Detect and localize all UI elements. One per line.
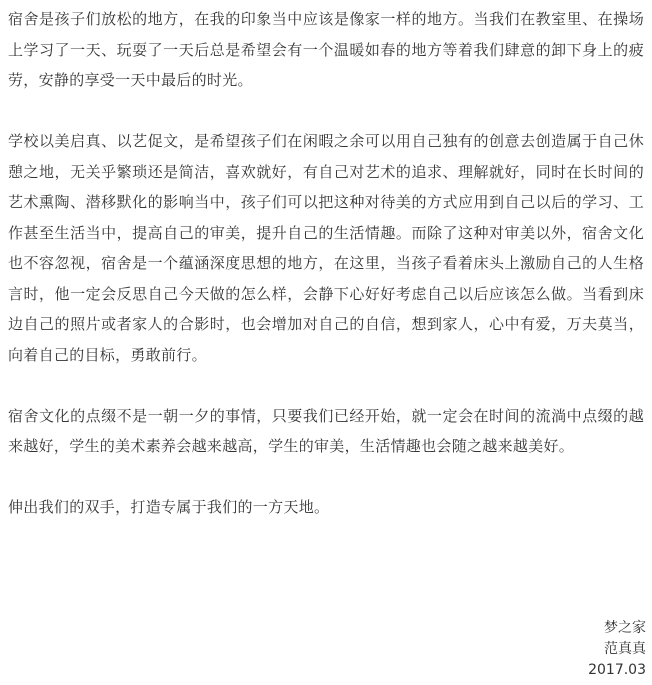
paragraph-gap <box>8 96 644 127</box>
paragraph-4: 伸出我们的双手，打造专属于我们的一方天地。 <box>8 498 330 516</box>
paragraph-gap <box>8 462 644 493</box>
signature-block <box>588 618 646 681</box>
signature-author: 范真真 <box>604 641 646 657</box>
signature-group: 梦之家 <box>604 620 646 636</box>
signature-date: 2017.03 <box>588 662 646 678</box>
paragraph-3: 宿舍文化的点缀不是一朝一夕的事情，只要我们已经开始，就一定会在时间的流淌中点缀的越来越好，学生的美术素养会越来越高，学生的审美，生活情趣也会随之越来越美好。 <box>8 406 644 455</box>
paragraph-2: 学校以美启真、以艺促文，是希望孩子们在闲暇之余可以用自己独有的创意去创造属于自己休憩之地，无关乎繁琐还是简洁，喜欢就好，有自己对艺术的追求、理解就好，同时在长时间的艺术熏陶、潜移默化的影响当中，孩子们可以把这种对待美的方式应用到自己以后的学习、工作甚至生活当中，提高自己的审美，提升自己的生活情趣。而除了这种对审美以外，宿舍文化也不容忽视，宿舍是一个蕴涵深度思想的地方，在这里，当孩子看着床头上激励自己的人生格言时，他一定会反思自己今天做的怎么样，会静下心好好考虑自己以后应该怎么做。当看到床边自己的照片或者家人的合影时，也会增加对自己的自信，想到家人，心中有爱，万夫莫当，向着自己的目标，勇敢前行。 <box>8 132 644 364</box>
paragraph-gap <box>8 370 644 401</box>
paragraph-1: 宿舍是孩子们放松的地方，在我的印象当中应该是像家一样的地方。当我们在教室里、在操场上学习了一天、玩耍了一天后总是希望会有一个温暖如春的地方等着我们肆意的卸下身上的疲劳，安静的享受一天中最后的时光。 <box>8 10 644 89</box>
